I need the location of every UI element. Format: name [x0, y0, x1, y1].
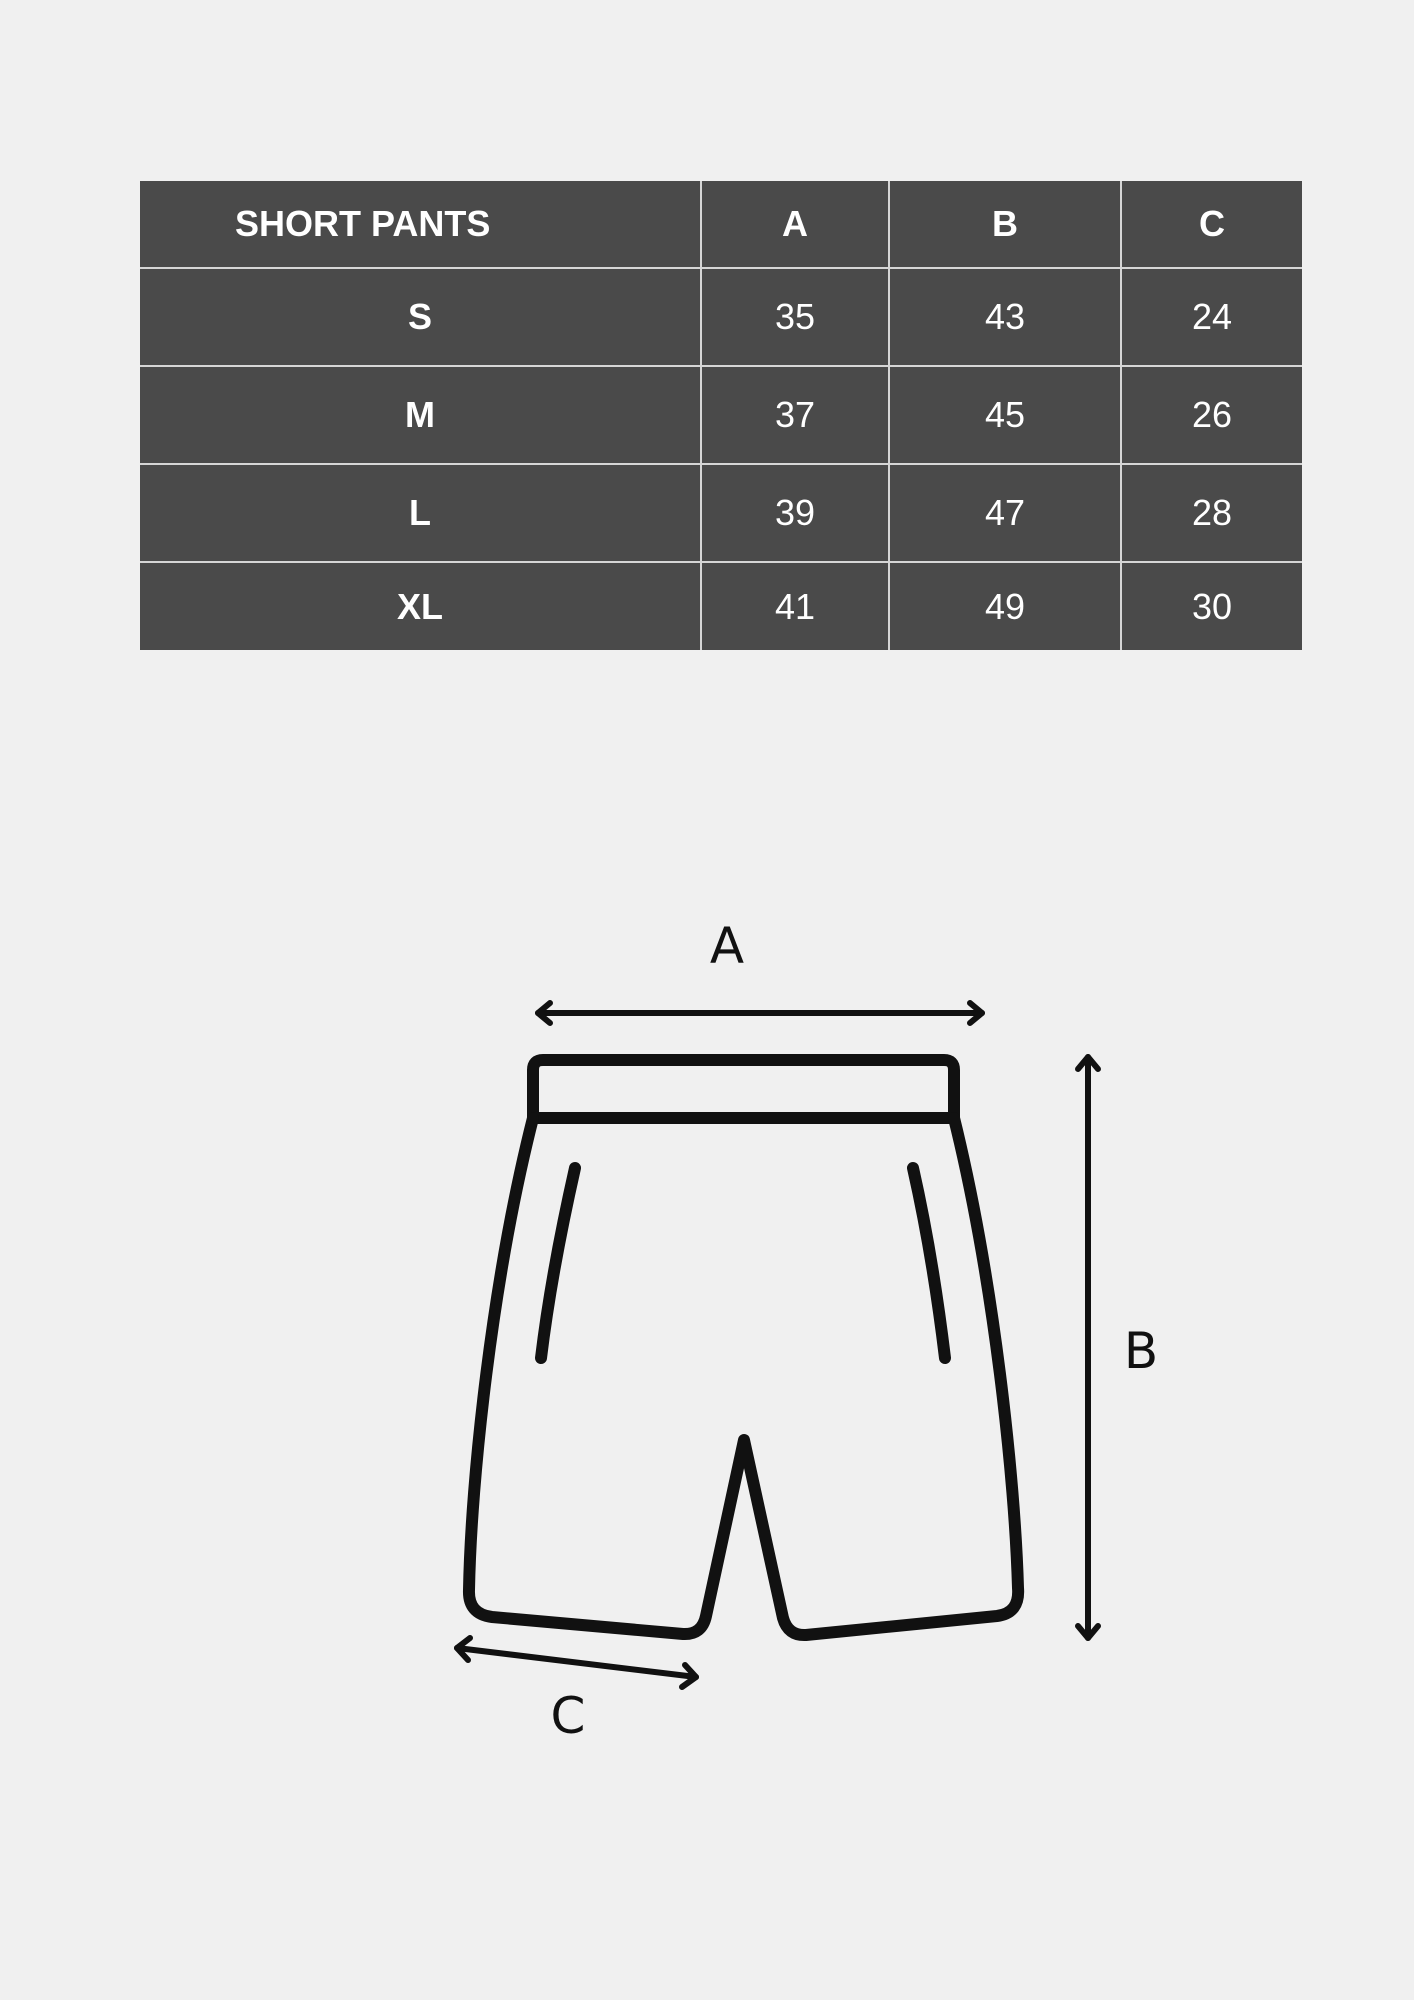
- value-b-cell: 45: [889, 366, 1121, 464]
- size-cell: M: [140, 366, 701, 464]
- dimension-arrow-a: [538, 1003, 982, 1023]
- right-pocket-line: [913, 1168, 945, 1358]
- dimension-label-c: C: [550, 1687, 586, 1745]
- dimension-label-a: A: [709, 917, 745, 975]
- value-a-cell: 39: [701, 464, 889, 562]
- header-c: C: [1121, 181, 1302, 268]
- size-cell: S: [140, 268, 701, 366]
- shorts-outline: [469, 1060, 1018, 1635]
- value-b-cell: 47: [889, 464, 1121, 562]
- value-b-cell: 49: [889, 562, 1121, 650]
- header-a: A: [701, 181, 889, 268]
- value-c-cell: 24: [1121, 268, 1302, 366]
- dimension-arrow-c: [457, 1638, 696, 1687]
- left-pocket-line: [541, 1168, 575, 1358]
- value-c-cell: 30: [1121, 562, 1302, 650]
- size-cell: XL: [140, 562, 701, 650]
- header-product: SHORT PANTS: [140, 181, 701, 268]
- value-a-cell: 37: [701, 366, 889, 464]
- value-c-cell: 26: [1121, 366, 1302, 464]
- waistband-shape: [533, 1060, 954, 1118]
- value-b-cell: 43: [889, 268, 1121, 366]
- value-a-cell: 41: [701, 562, 889, 650]
- value-a-cell: 35: [701, 268, 889, 366]
- value-c-cell: 28: [1121, 464, 1302, 562]
- header-b: B: [889, 181, 1121, 268]
- pants-body-shape: [469, 1118, 1018, 1635]
- size-cell: L: [140, 464, 701, 562]
- dimension-label-b: B: [1123, 1322, 1159, 1380]
- dimension-arrow-b: [1078, 1057, 1098, 1638]
